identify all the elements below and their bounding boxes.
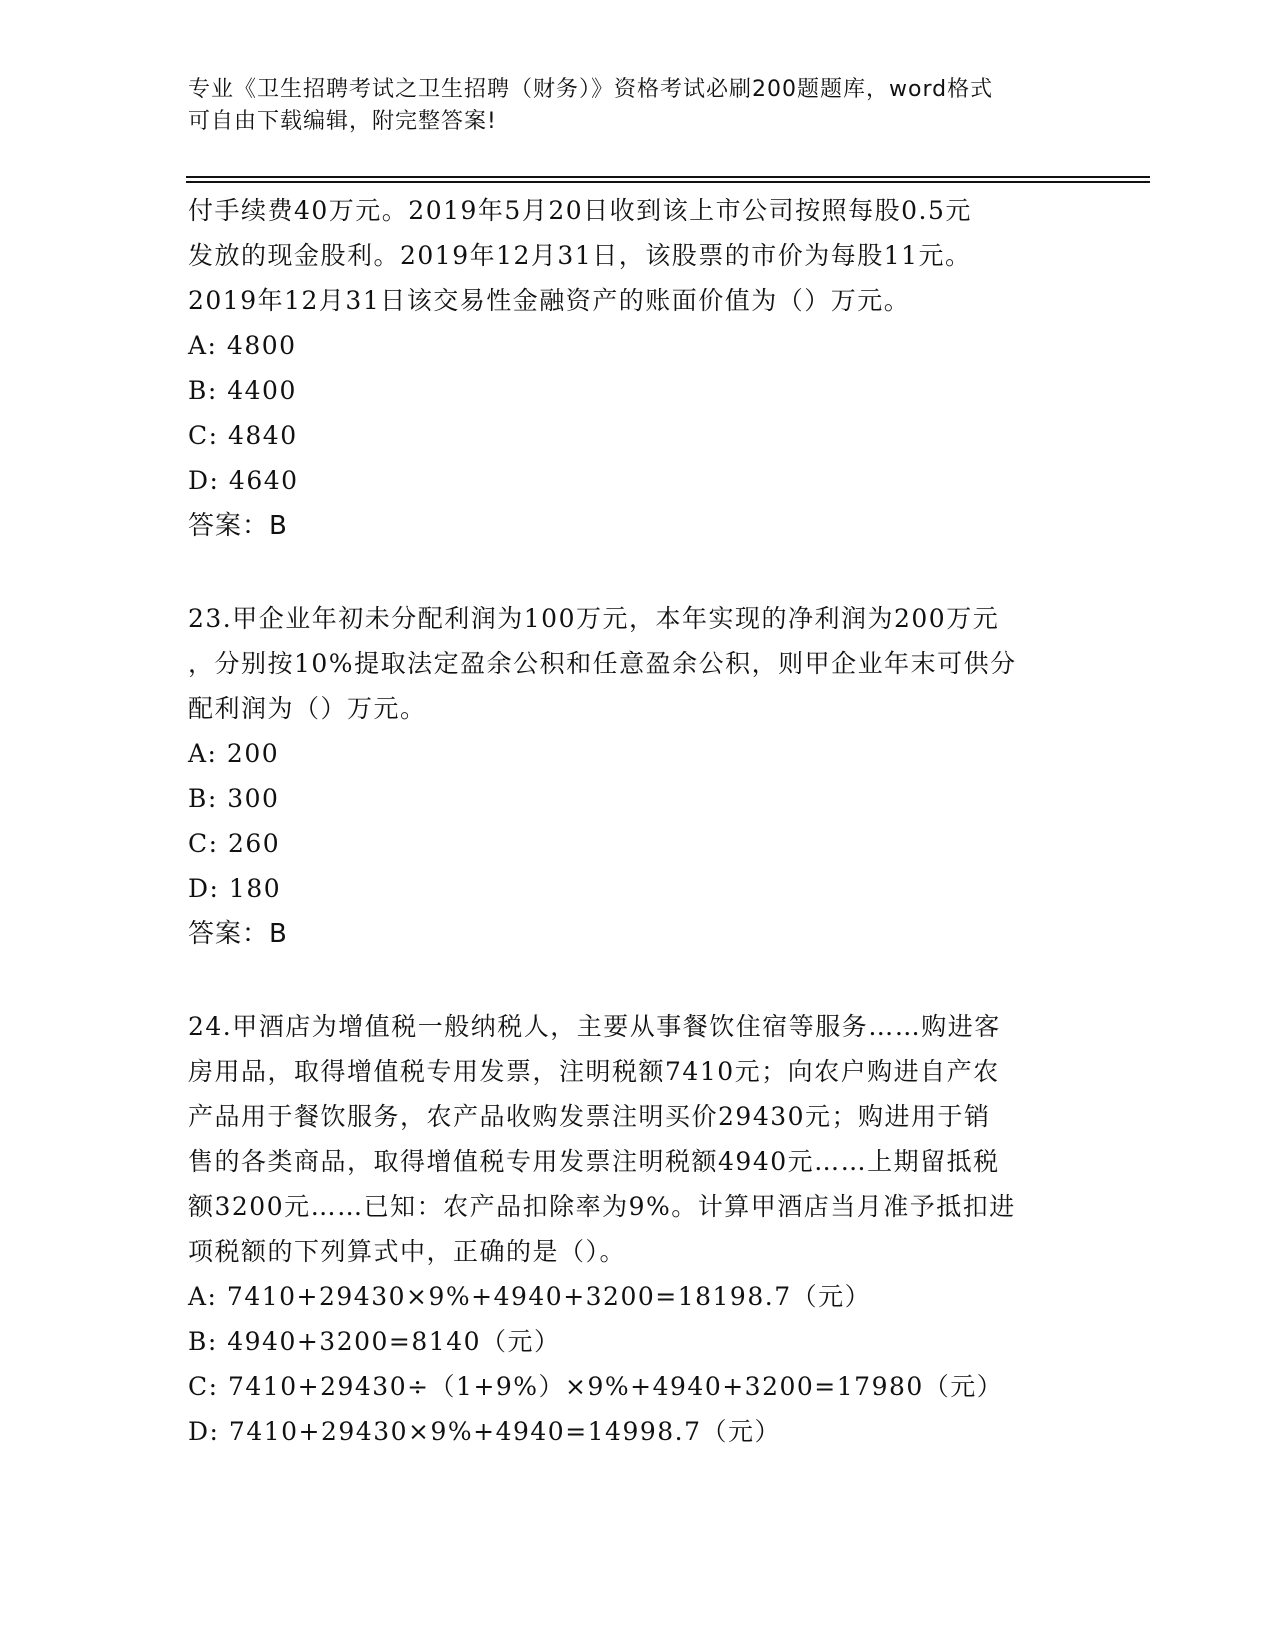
- option-b: B: 4400: [188, 376, 297, 405]
- question-text-line: 付手续费40万元。2019年5月20日收到该上市公司按照每股0.5元: [188, 196, 972, 225]
- question-text-line: 2019年12月31日该交易性金融资产的账面价值为（）万元。: [188, 286, 911, 315]
- option-a: A: 200: [188, 739, 280, 768]
- option-a: A: 7410+29430×9%+4940+3200=18198.7（元）: [188, 1282, 872, 1311]
- option-b: B: 4940+3200=8140（元）: [188, 1327, 561, 1356]
- question-text-line: 发放的现金股利。2019年12月31日，该股票的市价为每股11元。: [188, 241, 972, 270]
- answer-line: 答案：B: [188, 511, 288, 541]
- option-c: C: 4840: [188, 421, 298, 450]
- header-title-line-1: 专业《卫生招聘考试之卫生招聘（财务）》资格考试必刷200题题库，word格式: [188, 77, 994, 102]
- question-text-line: 售的各类商品，取得增值税专用发票注明税额4940元……上期留抵税: [188, 1147, 1000, 1176]
- option-b: B: 300: [188, 784, 280, 813]
- option-d: D: 4640: [188, 466, 299, 495]
- question-text-line: ，分别按10%提取法定盈余公积和任意盈余公积，则甲企业年末可供分: [188, 649, 1017, 678]
- question-24: [188, 1004, 1088, 1454]
- question-text-line: 产品用于餐饮服务，农产品收购发票注明买价29430元；购进用于销: [188, 1102, 991, 1131]
- question-23-text: [188, 596, 1088, 731]
- header-divider-top: [186, 176, 1150, 178]
- question-text-line: 24.甲酒店为增值税一般纳税人，主要从事餐饮住宿等服务……购进客: [188, 1012, 1001, 1041]
- question-24-text: [188, 1004, 1088, 1274]
- question-text-line: 23.甲企业年初未分配利润为100万元，本年实现的净利润为200万元: [188, 604, 1000, 633]
- option-c: C: 260: [188, 829, 281, 858]
- question-text-line: 额3200元……已知：农产品扣除率为9%。计算甲酒店当月准予抵扣进: [188, 1192, 1016, 1221]
- option-d: D: 7410+29430×9%+4940=14998.7（元）: [188, 1417, 782, 1446]
- option-c: C: 7410+29430÷（1+9%）×9%+4940+3200=17980（元）: [188, 1372, 1004, 1401]
- question-22: [188, 188, 1088, 549]
- question-text-line: 配利润为（）万元。: [188, 694, 427, 723]
- answer-line: 答案：B: [188, 919, 288, 949]
- header-divider-bottom: [186, 181, 1150, 183]
- option-d: D: 180: [188, 874, 282, 903]
- question-22-text: [188, 188, 1088, 323]
- document-header: [188, 74, 1068, 138]
- header-title-line-2: 可自由下载编辑，附完整答案!: [188, 109, 497, 134]
- question-text-line: 房用品，取得增值税专用发票，注明税额7410元；向农户购进自产农: [188, 1057, 1000, 1086]
- option-a: A: 4800: [188, 331, 297, 360]
- question-23: [188, 596, 1088, 957]
- question-text-line: 项税额的下列算式中，正确的是（）。: [188, 1237, 627, 1266]
